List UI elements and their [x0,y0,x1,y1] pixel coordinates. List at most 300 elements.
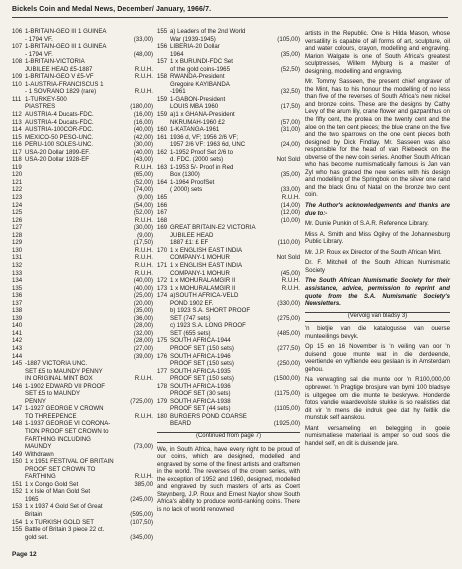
lot-description: 1 x Isle of Man Gold Set [25,488,91,496]
lot-price: (57,00) [280,118,300,126]
lot-line [12,194,153,202]
lot-description: PROOF SET (150 sets) [170,360,234,368]
lot-price: R.U.H. [134,375,153,383]
lot-description: FARTHING INCLUDING [25,435,91,443]
lot-description: Gregoire KAYIBANDA [170,80,230,88]
lot-price: (28,00) [133,337,153,345]
lot-description: AUSTRIA-4 Ducats-FDC. [25,118,94,126]
lot-description: AUSTRIA-100COR-FDC. [25,126,94,134]
lot-description: PROOF SET (44 sets) [170,405,231,413]
lot-line [157,337,300,345]
lot-description: FARTHING [25,473,56,481]
lot-description: - 1794 VF. [25,50,53,58]
lot-line [157,247,300,255]
lot-line [157,73,300,81]
lot-description: 1965 [25,495,39,503]
lot-line [12,28,153,36]
continued-paragraph: We, in South Africa, have every right to be proud of our coins, which are designed, modelled and engraved by some of the finest artists and craftsmen in the world. The reverses of the crown series, with the exception of 1952 and 1960, designed, modelled and engraved by such masters of arts as Coert Steynberg, J.P. Roux and Ernest Naylor show South Africa's ability to produce world-ranking coins. There is no lack of world renowned [157,445,300,513]
lot-description: 1 x TURKISH GOLD SET [25,518,94,526]
lot-line [12,519,153,527]
lot-number: 169 [157,224,168,232]
lot-description: b) 1923 S.A. SHORT PROOF [170,307,251,315]
lot-price: (107,50) [130,518,153,526]
lot-number: 114 [12,126,22,134]
lot-line [12,360,153,368]
lot-line [157,307,300,315]
lot-description: c) 1923 S.A. LONG PROOF [170,322,246,330]
lot-price: (73,00) [133,443,153,451]
lot-line [157,239,300,247]
lot-description: TION PROOF SET CROWN to [25,427,109,435]
lot-price: (28,00) [133,322,153,330]
lot-line [157,368,300,376]
lot-description: SET £5 to MAUNDY [25,390,81,398]
lot-line [12,375,153,383]
lot-description: SOUTH AFRICA-1935 [170,367,231,375]
lot-line [12,58,153,66]
lot-number: 142 [12,337,23,345]
lot-price: (17,50) [280,103,300,111]
lot-number: 172 [157,277,168,285]
lot-line [157,186,300,194]
lot-line [12,315,153,323]
lot-line [12,292,153,300]
lot-description: 1 x Congo Gold Set [25,480,79,488]
lot-line [157,383,300,391]
lot-line [157,164,300,172]
lot-price: (345,00) [130,533,153,541]
lot-line [12,496,153,504]
lot-description: SET (747 sets) [170,314,211,322]
lot-line [157,88,300,96]
lot-line [12,270,153,278]
lot-price: (250,00) [277,360,300,368]
lot-number: 138 [12,307,23,315]
lot-line [12,186,153,194]
lot-number: 146 [12,382,23,390]
lot-number: 154 [12,518,23,526]
lot-line [157,292,300,300]
lot-number: 176 [157,352,168,360]
lot-description: - 1794 VF. [25,35,53,43]
lot-price: (180,00) [130,103,153,111]
lot-line [12,96,153,104]
lot-number: 168 [157,216,168,224]
lot-price: 385,00 [134,480,153,488]
lot-line [12,503,153,511]
lot-number: 125 [12,209,23,217]
column-2 [157,28,300,516]
lot-description: USA-20 Dollar 1928-EF [25,156,90,164]
lot-description: 1-BRITAIN-GEO V £5-VF [25,73,94,81]
lot-number: 159 [157,95,168,103]
lot-number: 179 [157,397,168,405]
lot-line [12,156,153,164]
lot-line [157,232,300,240]
lot-description: JUBILEE HEAD [170,231,214,239]
lot-description: 1 x MOHURALAMGIR II [170,277,236,285]
lot-number: 108 [12,58,23,66]
lot-line [157,330,300,338]
lot-description: Battle of Britain 3 piece 22 ct. [25,526,105,534]
lot-line [12,443,153,451]
lot-number: 170 [157,246,168,254]
lot-number: 110 [12,80,22,88]
lot-line [157,202,300,210]
lot-line [12,473,153,481]
lot-price: R.U.H. [281,284,300,292]
lot-price: (245,00) [130,495,153,503]
afrikaans-paragraph: Mant versameling en belegging in goeie numismatiese materiaal is amper so oud soos die handel self, en dit is duisende jare. [305,424,450,447]
lot-line [12,111,153,119]
lot-description: SOUTH AFRICA-1936 [170,382,231,390]
lot-price: R.U.H. [134,216,153,224]
lot-line [12,88,153,96]
lot-description: USA-20 Dollar 1899-EF. [25,148,91,156]
lot-number: 175 [157,337,168,345]
lot-description: 1 x 1951 FESTIVAL OF BRITAIN [25,458,114,466]
lot-description: IN ORIGINAL MINT BOX [25,375,93,383]
lot-price: R.U.H. [281,194,300,202]
lot-price: (20,00) [133,299,153,307]
lot-price: (10,00) [280,216,300,224]
lot-line [157,51,300,59]
lot-line [12,405,153,413]
lot-price: R.U.H. [134,412,153,420]
lot-number: 153 [12,503,23,511]
lot-line [12,239,153,247]
lot-price: Not Sold [276,156,300,164]
lot-number: 159 [157,111,168,119]
lot-line [157,58,300,66]
lot-line [12,511,153,519]
lot-description: COMPANY-1 MOHUR [170,269,230,277]
lot-description: SET (655 sets) [170,329,211,337]
lot-number: 160 [157,126,168,134]
lot-description: MEXICO-50 PESO-UNC. [25,133,94,141]
lot-price: (485,00) [277,329,300,337]
lot-line [157,413,300,421]
column-2-price-list [157,28,300,428]
lot-line [12,458,153,466]
lot-price: R.U.H. [134,88,153,96]
lot-price: R.U.H. [134,261,153,269]
lot-number: 167 [157,209,168,217]
lot-line [12,141,153,149]
lot-number: 118 [12,156,22,164]
lot-line [157,315,300,323]
lot-number: 180 [157,412,168,420]
lot-line [157,141,300,149]
lot-price: (35,00) [280,171,300,179]
lot-line [12,209,153,217]
lot-price: (277,50) [277,344,300,352]
lot-number: 163 [157,163,168,171]
lot-line [12,179,153,187]
acknowledgements-heading: The Author's acknowledgements and thanks are due to:- [305,202,450,217]
lot-line [157,217,300,225]
lot-number: 129 [12,239,23,247]
lot-description: 1-1964 ProofSet [170,178,215,186]
lot-price: (40,00) [133,148,153,156]
lot-description: COMPANY-1 MOHUR [170,254,230,262]
lot-line [157,270,300,278]
lot-number: 156 [157,43,168,51]
lot-line [157,285,300,293]
lot-price: (24,00) [280,141,300,149]
lot-line [12,534,153,542]
lot-number: 144 [12,352,23,360]
lot-line [12,81,153,89]
lot-number: 128 [12,231,23,239]
lot-line [12,262,153,270]
article-paragraph: artists in the Republic. One is Hilda Mason, whose versatility is capable of all forms of art, sculpture, oil and water colours, crayon, modelling and engraving. Marion Walgate is one of South Africa's greatest sculptresses, Willem Myburg is a master of designing, modelling and engraving. [305,30,450,75]
lot-line [157,194,300,202]
lot-price: (25,00) [133,292,153,300]
lot-price: (40,00) [133,277,153,285]
lot-number: 171 [157,261,168,269]
lot-price: (54,00) [133,201,153,209]
lot-description: BEARD [170,420,191,428]
lot-price: (9,00) [137,231,153,239]
lot-price: (1105,00) [274,405,300,413]
lot-price: (1175,00) [274,390,300,398]
lot-description: LIBERIA-20 Dollar [170,43,220,51]
lot-line [12,134,153,142]
lot-number: 134 [12,277,23,285]
lot-price: R.U.H. [134,163,153,171]
lot-number: 149 [12,450,23,458]
lot-price: (30,00) [133,224,153,232]
lot-line [157,28,300,36]
lot-number: 150 [12,458,23,466]
lot-number: 123 [12,194,23,202]
lot-number: 147 [12,405,23,413]
lot-number: 126 [12,216,23,224]
vervolg-heading: (Vervolg van bladsy 3) [305,312,450,323]
lot-description: 1-TURKEY-500 [25,95,67,103]
thanks-line: Miss A. Smith and Miss Ogilvy of the Johannesburg Public Library. [305,230,450,246]
lot-line [12,224,153,232]
lot-description: 1-BRITAIN-GEO III 1 GUINEA [25,28,107,35]
lot-description: -1887 VICTORIA UNC. [25,360,88,368]
lot-line [157,119,300,127]
lot-number: 113 [12,118,22,126]
lot-number: 107 [12,43,23,51]
lot-line [157,66,300,74]
lot-description: 1-1902 EDWARD VII PROOF [25,382,106,390]
lot-line [157,390,300,398]
lot-number: 155 [12,526,23,534]
lot-description: SOUTH AFRICA-1938 [170,397,231,405]
lot-price: (110,00) [277,239,300,247]
society-thanks: The South African Numismatic Society for their assistance, advice, permission to reprint and quote from the S.A. Numismatic Society's Newsletters. [305,277,450,308]
lot-number: 122 [12,186,23,194]
lot-line [12,202,153,210]
lot-description: 1-1937 GEORGE VI CORONA- [25,420,111,428]
lot-description: Britain [25,511,43,518]
lot-line [12,526,153,534]
lot-price: (43,00) [133,156,153,164]
lot-number: 106 [12,28,23,35]
lot-price: R.U.H. [134,269,153,277]
lot-description: PROOF SET (150 sets) [170,375,234,383]
lot-number: 141 [12,329,23,337]
lot-price: R.U.H. [134,473,153,481]
lot-description: a)SOUTH AFRICA-VELD [170,292,239,300]
lot-description: 1957 2/6 VF: 1963 6d, UNC [170,141,246,149]
lot-line [157,322,300,330]
lot-number: 152 [12,488,23,496]
header-rule [12,17,448,18]
lot-line [12,217,153,225]
lot-line [12,103,153,111]
lot-line [12,119,153,127]
lot-line [157,277,300,285]
lot-price: Not Sold [276,254,300,262]
lot-price: R.U.H. [134,73,153,81]
lot-line [157,353,300,361]
lot-price: (1500,00) [273,375,300,383]
lot-line [157,375,300,383]
lot-description: 1 x ENGLISH EAST INDIA [170,246,243,254]
lot-price: (52,00) [133,178,153,186]
column-1-price-list [12,28,153,541]
lot-price: (40,00) [133,284,153,292]
lot-description: 1-GABON-President [170,95,226,103]
lot-price: (35,00) [280,50,300,58]
lot-line [12,285,153,293]
lot-number: 143 [12,344,23,352]
lot-number: 173 [157,284,168,292]
lot-description: 1-KATANGA-1961 [170,126,220,134]
lot-price: (48,00) [133,50,153,58]
lot-price: (31,00) [280,126,300,134]
lot-number: 119 [12,163,22,171]
lot-description: SET £5 to MAUNDY PENNY [25,367,103,375]
lot-description: d. FDC. (2000 sets) [170,156,224,164]
lot-line [157,262,300,270]
lot-line [12,337,153,345]
lot-price: (74,00) [133,186,153,194]
lot-description: PROOF SET (30 sets) [170,390,231,398]
lot-price: (105,00) [277,35,300,43]
lot-description: 1-BRITAIN-GEO III 1 GUINEA [25,43,107,51]
lot-description: 1-1953 5/- Proof in Red [170,163,234,171]
lot-price: (40,00) [133,126,153,134]
lot-price: R.U.H. [134,65,153,73]
lot-description: 1 x 1937 4 Gold Set of Great [25,503,103,511]
lot-line [12,383,153,391]
lot-number: 116 [12,141,22,149]
lot-price: (1925,00) [273,420,300,428]
lot-line [157,224,300,232]
lot-line [157,36,300,44]
lot-line [12,51,153,59]
lot-line [157,111,300,119]
lot-description: a) Leaders of the 2nd World [170,28,246,35]
lot-price: (52,00) [133,209,153,217]
page-header: Bickels Coin and Medal News, December/ January, 1966/7. [12,6,212,13]
lot-line [12,413,153,421]
lot-price: (32,50) [280,88,300,96]
lot-description: 1-BRITAIN-VICTORIA [25,58,85,66]
lot-number: 165 [157,194,168,202]
lot-number: 133 [12,269,23,277]
lot-line [12,451,153,459]
lot-line [12,66,153,74]
lot-number: 131 [12,254,23,262]
lot-description: a)1 x GHANA-President [170,111,235,119]
lot-price: (32,00) [133,329,153,337]
lot-number: 178 [157,382,168,390]
lot-line [12,436,153,444]
lot-description: POND 1902 EF. [170,299,214,307]
lot-line [157,398,300,406]
lot-line [12,307,153,315]
lot-line [157,96,300,104]
lot-price: (33,00) [133,35,153,43]
lot-line [12,43,153,51]
lot-description: 1887 £1: £ EF [170,239,209,247]
lot-description: Box (1300) [170,171,200,179]
lot-number: 130 [12,246,23,254]
lot-line [12,73,153,81]
lot-line [157,209,300,217]
lot-description: - 1 SOVRANO 1829 (rare) [25,88,97,96]
lot-line [12,481,153,489]
lot-line [12,247,153,255]
lot-description: LOUIS MBA 1960 [170,103,219,111]
lot-description: War (1939-1945) [170,35,216,43]
lot-price: (16,00) [133,111,153,119]
column-3-article [305,28,450,450]
lot-line [12,232,153,240]
lot-price: (45,00) [280,269,300,277]
lot-number: 166 [157,201,168,209]
lot-price: (9,00) [137,194,153,202]
lot-number: 124 [12,201,23,209]
lot-line [12,322,153,330]
thanks-line: Dr. F. Mitchell of the South African Numismatic Society [305,259,450,274]
lot-number: 157 [157,58,168,66]
lot-line [157,405,300,413]
lot-price: (27,00) [133,344,153,352]
lot-description: 1 x BURUNDI-FDC Set [170,58,233,66]
lot-description: 1-1952 Proof Set 2/6 to [170,148,234,156]
lot-price: (275,00) [277,314,300,322]
lot-line [157,179,300,187]
afrikaans-paragraph: Na verwagting sal die munte oor 'n R100,000,00 opbrewer. 'n Pragtige brosjure van bymi 100 bladsye is uitgegee om die munte te beskrywe. Honderde fotos vandie waardevolste stukke is so realisties dat dit vir 'n mens die indruk gee dat hy feitlik die munstuk self aanskou. [305,376,450,422]
lot-description: NKRUMAH-1960 £2 [170,118,225,126]
lot-number: 161 [157,133,168,141]
lot-number: 137 [12,299,23,307]
lot-number: 109 [12,73,23,81]
continued-heading: (Continued from page 7) [157,432,300,443]
lot-number: 111 [12,95,22,103]
lot-line [12,330,153,338]
lot-number: 148 [12,420,23,428]
lot-line [157,254,300,262]
lot-price: (14,00) [280,201,300,209]
lot-price: (36,00) [133,314,153,322]
lot-number: 132 [12,261,23,269]
lot-line [12,368,153,376]
lot-description: RWANDA-President [170,73,225,81]
lot-number: 162 [157,148,168,156]
lot-description: 1964 [170,50,184,58]
lot-line [12,345,153,353]
